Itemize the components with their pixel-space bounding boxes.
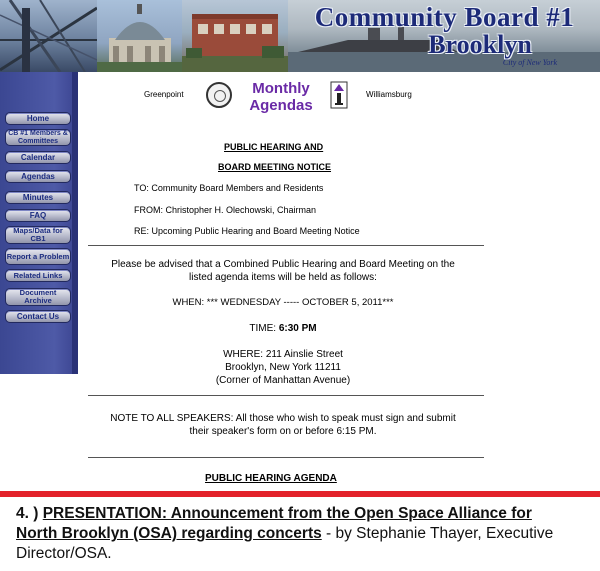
- nav-related-links[interactable]: Related Links: [5, 269, 71, 282]
- notice-heading-1: PUBLIC HEARING AND: [224, 142, 324, 152]
- notice-speakers-line1: NOTE TO ALL SPEAKERS: All those who wish to speak must sign and submit: [110, 413, 456, 424]
- nav-document-archive[interactable]: Document Archive: [5, 288, 71, 306]
- agenda-item-title-line1: PRESENTATION: Announcement from the Open Space Alliance for: [42, 505, 532, 522]
- notice-advised-line1: Please be advised that a Combined Public Hearing and Board Meeting on the: [111, 259, 455, 270]
- divider-2: [88, 395, 484, 396]
- notice-time-value: 6:30 PM: [278, 323, 317, 334]
- nav-report-problem[interactable]: Report a Problem: [5, 248, 71, 265]
- site-title-line1: Community Board #1: [314, 2, 575, 32]
- logo-title-line2: Agendas: [249, 97, 313, 114]
- nav-faq[interactable]: FAQ: [5, 209, 71, 222]
- notice-when: WHEN: *** WEDNESDAY ----- OCTOBER 5, 2011***: [172, 297, 394, 308]
- notice-time-label: TIME:: [249, 323, 277, 334]
- notice-from: FROM: Christopher H. Olechowski, Chairman: [134, 205, 317, 215]
- building-photo: [182, 0, 288, 72]
- red-divider: [0, 491, 600, 497]
- agenda-item-speaker-line2: Director/OSA.: [16, 545, 112, 562]
- logo-greenpoint-label: Greenpoint: [144, 90, 184, 99]
- nav-minutes[interactable]: Minutes: [5, 191, 71, 204]
- divider-1: [88, 245, 484, 246]
- nav-agendas[interactable]: Agendas: [5, 170, 71, 183]
- site-title-line2: Brooklyn: [428, 30, 532, 59]
- nav-members-committees[interactable]: CB #1 Members & Committees: [5, 129, 71, 146]
- notice-where-line3: (Corner of Manhattan Avenue): [215, 375, 351, 386]
- bridge-photo: [0, 0, 97, 72]
- main-content: [78, 72, 600, 492]
- logo-williamsburg-label: Williamsburg: [366, 90, 412, 99]
- seal-icon: [206, 82, 232, 108]
- notice-speakers-line2: their speaker's form on or before 6:15 PM.: [189, 426, 377, 437]
- notice-advised-line2: listed agenda items will be held as follows:: [189, 272, 377, 283]
- notice-time: [78, 323, 488, 334]
- divider-3: [88, 457, 484, 458]
- nav-maps-data[interactable]: Maps/Data for CB1: [5, 226, 71, 244]
- notice-to: TO: Community Board Members and Residents: [134, 183, 324, 193]
- dome-photo: [97, 0, 182, 72]
- nav-calendar[interactable]: Calendar: [5, 151, 71, 164]
- agenda-item-4: [16, 504, 596, 564]
- notice-heading-2: BOARD MEETING NOTICE: [218, 162, 332, 172]
- nav-home[interactable]: Home: [5, 112, 71, 125]
- agenda-item-line1: [16, 504, 596, 524]
- agenda-item-number: 4. ): [16, 505, 39, 522]
- site-tagline: City of New York: [502, 58, 558, 67]
- header-banner: [0, 0, 600, 72]
- monthly-agendas-logo: [240, 80, 322, 114]
- notice-where-line2: Brooklyn, New York 11211: [225, 362, 341, 373]
- notice-re: RE: Upcoming Public Hearing and Board Meeting Notice: [134, 226, 360, 236]
- agenda-item-title-line2: North Brooklyn (OSA) regarding concerts: [16, 525, 322, 542]
- agenda-item-line2: [16, 524, 596, 544]
- nav-contact-us[interactable]: Contact Us: [5, 310, 71, 323]
- cb1-badge-icon: [330, 81, 348, 109]
- logo-title-line1: Monthly: [252, 80, 310, 97]
- agenda-heading: PUBLIC HEARING AGENDA: [205, 473, 337, 484]
- agenda-item-speaker-line1: - by Stephanie Thayer, Executive: [321, 525, 554, 542]
- sidebar-nav: [0, 72, 78, 374]
- notice-where-line1: WHERE: 211 Ainslie Street: [223, 349, 343, 360]
